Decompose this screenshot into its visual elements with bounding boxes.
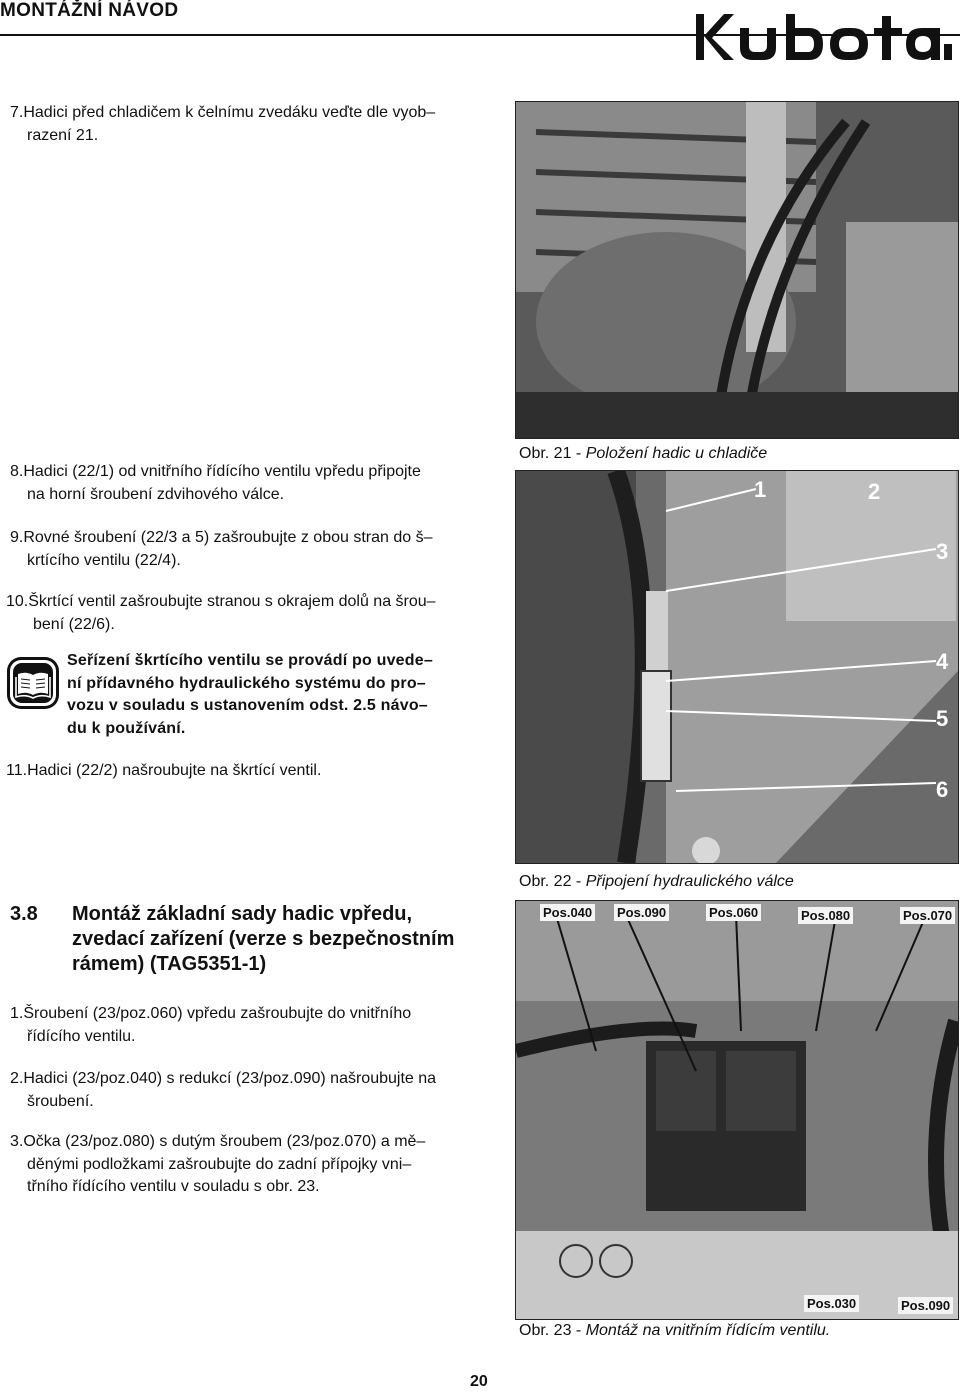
callout-4: 4 xyxy=(936,649,949,674)
section-step-1 xyxy=(10,1003,485,1048)
figure-22-caption xyxy=(519,873,794,891)
document-header-title: MONTÁŽNÍ NÁVOD xyxy=(0,0,179,21)
figure-23-caption xyxy=(519,1322,830,1340)
callout-3: 3 xyxy=(936,539,949,564)
section-title-line: Montáž základní sady hadic vpředu, xyxy=(72,903,413,925)
control-valve-photo xyxy=(516,901,958,1319)
step-text-line: Hadici před chladičem k čelnímu zvedáku veďte dle vyob– xyxy=(23,104,436,121)
note-line: Seřízení škrtícího ventilu se provádí po uvede– xyxy=(67,652,433,669)
step-number: 8. xyxy=(10,463,24,480)
kubota-logo xyxy=(694,8,956,66)
callout-5: 5 xyxy=(936,706,949,731)
callout-1: 1 xyxy=(754,477,767,502)
section-number: 3.8 xyxy=(10,903,38,925)
position-label-040: Pos.040 xyxy=(540,904,595,921)
step-text-line: Rovné šroubení (22/3 a 5) zašroubujte z obou stran do š– xyxy=(23,529,433,546)
step-number: 7. xyxy=(10,104,24,121)
radiator-hoses-photo xyxy=(516,102,958,438)
position-label-070: Pos.070 xyxy=(900,907,955,924)
step-text-line: krtícího ventilu (22/4). xyxy=(27,551,181,569)
section-step-3 xyxy=(10,1131,485,1199)
position-label-090-bottom: Pos.090 xyxy=(898,1297,953,1314)
step-text-line: šroubení. xyxy=(27,1092,94,1110)
position-label-060: Pos.060 xyxy=(706,904,761,921)
step-text-line: řídícího ventilu. xyxy=(27,1027,136,1045)
step-11 xyxy=(6,760,481,783)
step-text-line: Hadici (23/poz.040) s redukcí (23/poz.090) našroubujte na xyxy=(23,1070,437,1087)
step-number: 3. xyxy=(10,1133,24,1150)
step-number: 1. xyxy=(10,1005,24,1022)
caption-description: Montáž na vnitřním řídícím ventilu. xyxy=(585,1322,831,1339)
section-title-line: rámem) (TAG5351-1) xyxy=(72,953,267,975)
step-number: 11. xyxy=(6,762,28,779)
step-text-line: Škrtící ventil zašroubujte stranou s okrajem dolů na šrou– xyxy=(28,593,436,610)
position-label-080: Pos.080 xyxy=(798,907,853,924)
caption-label: Obr. 22 - xyxy=(519,873,582,890)
figure-22-photo xyxy=(515,470,959,864)
step-7 xyxy=(10,102,485,147)
position-label-090-top: Pos.090 xyxy=(614,904,669,921)
step-text-line: na horní šroubení zdvihového válce. xyxy=(27,485,285,503)
callout-6: 6 xyxy=(936,777,949,802)
step-9 xyxy=(10,527,485,572)
caption-label: Obr. 21 - xyxy=(519,445,582,462)
step-text-line: Šroubení (23/poz.060) vpředu zašroubujte do vnitřního xyxy=(23,1005,412,1022)
caption-description: Připojení hydraulického válce xyxy=(585,873,794,890)
step-text-line: razení 21. xyxy=(27,126,99,144)
hydraulic-cylinder-photo xyxy=(516,471,958,863)
step-text-line: bení (22/6). xyxy=(33,615,115,633)
caption-description: Položení hadic u chladiče xyxy=(585,445,768,462)
step-number: 2. xyxy=(10,1070,24,1087)
note-line: vozu v souladu s ustanovením odst. 2.5 návo– xyxy=(67,697,428,714)
step-text-line: Hadici (22/2) našroubujte na škrtící ventil. xyxy=(27,762,322,779)
step-8 xyxy=(10,461,485,506)
note-line: du k používání. xyxy=(67,719,186,737)
step-10 xyxy=(6,591,481,636)
figure-21-photo xyxy=(515,101,959,439)
figure-21-caption xyxy=(519,445,767,463)
step-text-line: Očka (23/poz.080) s dutým šroubem (23/poz.070) a mě– xyxy=(23,1133,426,1150)
page-number: 20 xyxy=(470,1373,488,1390)
caption-label: Obr. 23 - xyxy=(519,1322,582,1339)
step-text-line: třního řídícího ventilu v souladu s obr. 23. xyxy=(27,1178,320,1195)
position-label-030: Pos.030 xyxy=(804,1295,859,1312)
note-line: ní přídavného hydraulického systému do pro– xyxy=(67,674,426,692)
callout-2: 2 xyxy=(868,479,881,504)
step-number: 10. xyxy=(6,593,29,610)
manual-book-icon xyxy=(6,656,60,710)
section-title-line: zvedací zařízení (verze s bezpečnostním xyxy=(72,928,455,950)
step-text-line: děnými podložkami zašroubujte do zadní přípojky vni– xyxy=(27,1155,412,1173)
step-text-line: Hadici (22/1) od vnitřního řídícího ventilu vpředu připojte xyxy=(23,463,421,480)
note-callout xyxy=(67,650,482,740)
step-number: 9. xyxy=(10,529,24,546)
section-step-2 xyxy=(10,1068,485,1113)
figure-23-photo xyxy=(515,900,959,1320)
